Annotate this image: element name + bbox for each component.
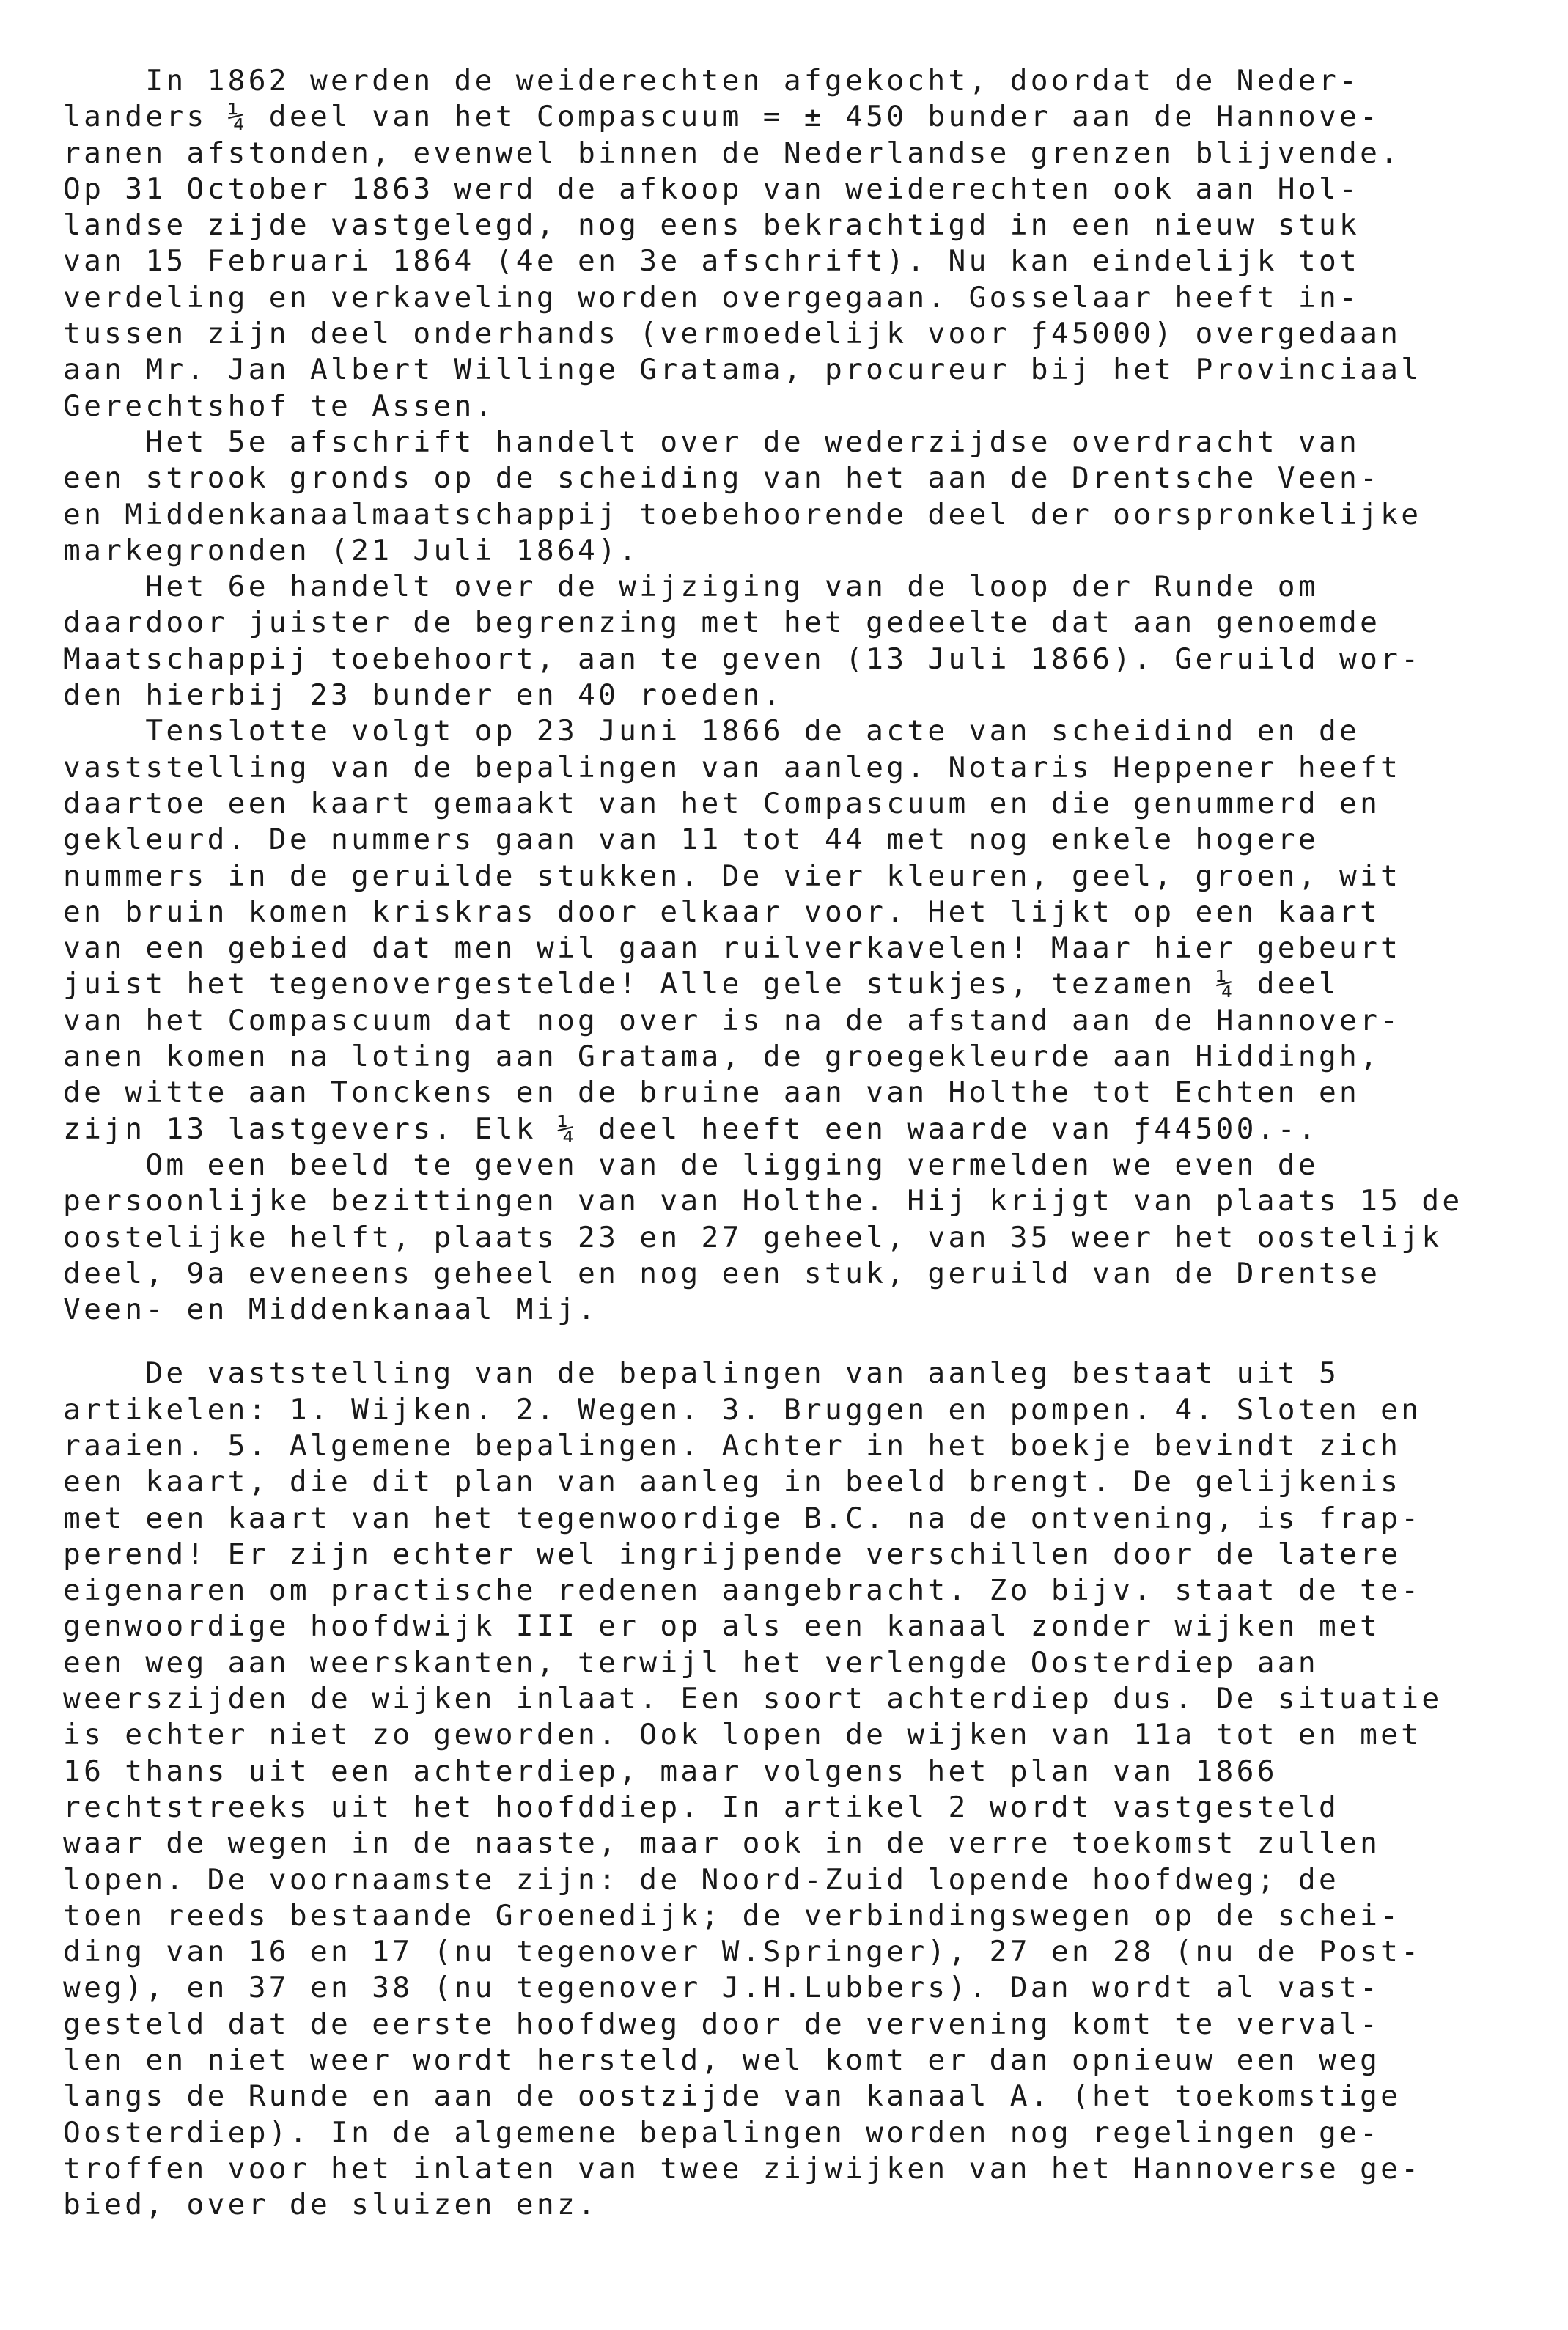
- text-line: anen komen na loting aan Gratama, de groegekleurde aan Hiddingh,: [63, 1040, 1381, 1074]
- text-line: en Middenkanaalmaatschappij toebehoorende deel der oorspronkelijke: [63, 497, 1422, 532]
- text-line: waar de wegen in de naaste, maar ook in de verre toekomst zullen: [63, 1826, 1381, 1861]
- text-line: de witte aan Tonckens en de bruine aan van Holthe tot Echten en: [63, 1076, 1361, 1110]
- text-line: nummers in de geruilde stukken. De vier kleuren, geel, groen, wit: [63, 859, 1402, 893]
- text-line: vaststelling van de bepalingen van aanleg. Notaris Heppener heeft: [63, 750, 1402, 784]
- text-line: persoonlijke bezittingen van van Holthe. Hij krijgt van plaats 15 de: [63, 1184, 1463, 1219]
- text-line: oostelijke helft, plaats 23 en 27 geheel, van 35 weer het oostelijk: [63, 1220, 1443, 1254]
- text-line: genwoordige hoofdwijk III er op als een kanaal zonder wijken met: [63, 1609, 1381, 1644]
- text-line: lopen. De voornaamste zijn: de Noord-Zuid lopende hoofdweg; de: [63, 1862, 1340, 1897]
- text-line: Tenslotte volgt op 23 Juni 1866 de acte van scheidind en de: [63, 714, 1361, 749]
- text-line: artikelen: 1. Wijken. 2. Wegen. 3. Bruggen en pompen. 4. Sloten en: [63, 1392, 1422, 1427]
- text-line: landse zijde vastgelegd, nog eens bekrachtigd in een nieuw stuk: [63, 208, 1361, 243]
- text-line: weg), en 37 en 38 (nu tegenover J.H.Lubbers). Dan wordt al vast-: [63, 1971, 1381, 2005]
- text-line: landers ¼ deel van het Compascuum = ± 450 bunder aan de Hannove-: [63, 100, 1381, 134]
- section-gap: [63, 1328, 1507, 1356]
- text-line: bied, over de sluizen enz.: [63, 2188, 599, 2222]
- paragraph-block-history: [63, 63, 1507, 1328]
- text-line: Het 5e afschrift handelt over de wederzijdse overdracht van: [63, 425, 1361, 459]
- text-line: daardoor juister de begrenzing met het gedeelte dat aan genoemde: [63, 606, 1381, 640]
- text-line: Veen- en Middenkanaal Mij.: [63, 1293, 599, 1327]
- text-line: troffen voor het inlaten van twee zijwijken van het Hannoverse ge-: [63, 2151, 1422, 2186]
- text-line: langs de Runde en aan de oostzijde van kanaal A. (het toekomstige: [63, 2079, 1402, 2114]
- text-line: Het 6e handelt over de wijziging van de loop der Runde om: [63, 570, 1319, 604]
- text-line: Om een beeld te geven van de ligging vermelden we even de: [63, 1147, 1319, 1182]
- paragraph-block-bepalingen: [63, 1356, 1507, 2223]
- document-page: [63, 63, 1507, 2224]
- text-line: weerszijden de wijken inlaat. Een soort achterdiep dus. De situatie: [63, 1682, 1443, 1716]
- text-line: In 1862 werden de weiderechten afgekocht, doordat de Neder-: [63, 64, 1361, 98]
- text-line: De vaststelling van de bepalingen van aanleg bestaat uit 5: [63, 1356, 1340, 1391]
- text-line: len en niet weer wordt hersteld, wel komt er dan opnieuw een weg: [63, 2043, 1381, 2078]
- text-line: Oosterdiep). In de algemene bepalingen worden nog regelingen ge-: [63, 2115, 1381, 2150]
- text-line: gekleurd. De nummers gaan van 11 tot 44 met nog enkele hogere: [63, 823, 1319, 857]
- text-line: een kaart, die dit plan van aanleg in beeld brengt. De gelijkenis: [63, 1465, 1402, 1499]
- text-line: van het Compascuum dat nog over is na de afstand aan de Hannover-: [63, 1003, 1402, 1037]
- text-line: tussen zijn deel onderhands (vermoedelijk voor ƒ45000) overgedaan: [63, 317, 1402, 351]
- text-line: verdeling en verkaveling worden overgegaan. Gosselaar heeft in-: [63, 280, 1361, 315]
- text-line: eigenaren om practische redenen aangebracht. Zo bijv. staat de te-: [63, 1573, 1422, 1608]
- text-line: van een gebied dat men wil gaan ruilverkavelen! Maar hier gebeurt: [63, 931, 1402, 966]
- text-line: aan Mr. Jan Albert Willinge Gratama, procureur bij het Provinciaal: [63, 353, 1422, 387]
- text-line: markegronden (21 Juli 1864).: [63, 533, 640, 567]
- text-line: 16 thans uit een achterdiep, maar volgens het plan van 1866: [63, 1754, 1278, 1788]
- text-line: met een kaart van het tegenwoordige B.C. na de ontvening, is frap-: [63, 1501, 1422, 1535]
- text-line: en bruin komen kriskras door elkaar voor. Het lijkt op een kaart: [63, 894, 1381, 929]
- text-line: toen reeds bestaande Groenedijk; de verbindingswegen op de schei-: [63, 1898, 1402, 1933]
- text-line: den hierbij 23 bunder en 40 roeden.: [63, 678, 784, 713]
- text-line: ranen afstonden, evenwel binnen de Nederlandse grenzen blijvende.: [63, 136, 1402, 170]
- text-line: gesteld dat de eerste hoofdweg door de vervening komt te verval-: [63, 2007, 1381, 2041]
- text-line: ding van 16 en 17 (nu tegenover W.Springer), 27 en 28 (nu de Post-: [63, 1935, 1422, 1969]
- text-line: een weg aan weerskanten, terwijl het verlengde Oosterdiep aan: [63, 1645, 1319, 1680]
- text-line: is echter niet zo geworden. Ook lopen de wijken van 11a tot en met: [63, 1718, 1422, 1752]
- text-line: van 15 Februari 1864 (4e en 3e afschrift). Nu kan eindelijk tot: [63, 244, 1361, 279]
- text-line: perend! Er zijn echter wel ingrijpende verschillen door de latere: [63, 1537, 1402, 1571]
- text-line: deel, 9a eveneens geheel en nog een stuk, geruild van de Drentse: [63, 1256, 1381, 1290]
- text-line: raaien. 5. Algemene bepalingen. Achter in het boekje bevindt zich: [63, 1428, 1402, 1463]
- text-line: een strook gronds op de scheiding van het aan de Drentsche Veen-: [63, 461, 1381, 496]
- text-line: daartoe een kaart gemaakt van het Compascuum en die genummerd en: [63, 786, 1381, 820]
- text-line: juist het tegenovergestelde! Alle gele stukjes, tezamen ¼ deel: [63, 967, 1340, 1002]
- text-line: Maatschappij toebehoort, aan te geven (13 Juli 1866). Geruild wor-: [63, 642, 1422, 676]
- text-line: Op 31 October 1863 werd de afkoop van weiderechten ook aan Hol-: [63, 172, 1361, 206]
- text-line: Gerechtshof te Assen.: [63, 389, 496, 423]
- text-line: zijn 13 lastgevers. Elk ¼ deel heeft een waarde van ƒ44500.-.: [63, 1111, 1319, 1146]
- text-line: rechtstreeks uit het hoofddiep. In artikel 2 wordt vastgesteld: [63, 1790, 1340, 1824]
